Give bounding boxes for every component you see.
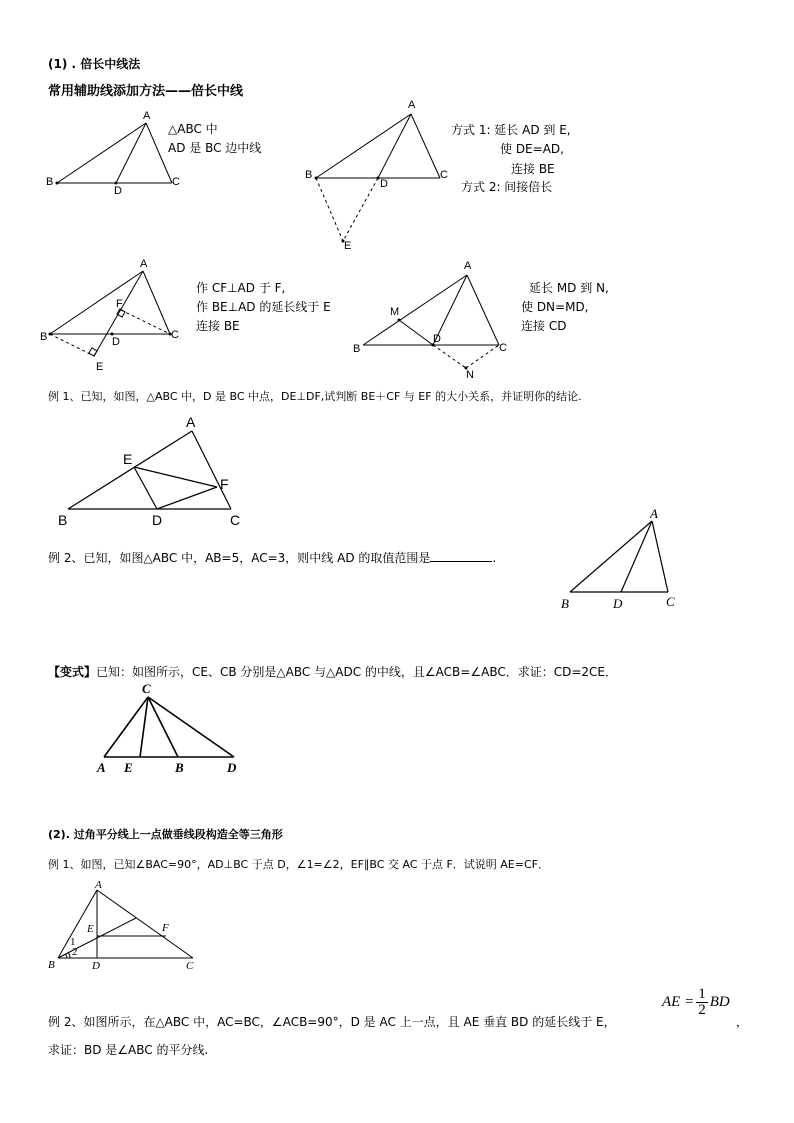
variant-label-e: E xyxy=(124,760,133,775)
s2-example2-line1: 例 2、如图所示，在△ABC 中，AC=BC，∠ACB=90°，D 是 AC 上一点，且 AE 垂直 BD 的延长线于 E， xyxy=(48,1015,616,1029)
fig2-method1-line1: 方式 1: 延长 AD 到 E, xyxy=(451,123,571,137)
s2-ex1-label-2: 2 xyxy=(72,946,78,958)
ex1-label-f: F xyxy=(220,476,229,492)
fig3-label-c: C xyxy=(171,329,179,341)
fig4-label-m: M xyxy=(390,306,400,318)
fig2-method2: 方式 2: 间接倍长 xyxy=(461,180,553,194)
ex1-label-a: A xyxy=(186,414,196,430)
formula-lhs: AE = xyxy=(662,993,695,1010)
s2-ex1-label-a: A xyxy=(95,879,102,891)
ex1-label-c: C xyxy=(230,512,241,528)
ex2-label-c: C xyxy=(666,594,675,609)
fig3-label-d: D xyxy=(112,336,120,348)
fig3-label-f: F xyxy=(116,298,123,310)
fig2-label-a: A xyxy=(408,99,416,111)
variant-label-b: B xyxy=(175,760,184,775)
fig1-label-d: D xyxy=(114,185,122,197)
fig4-text-3: 连接 CD xyxy=(521,319,567,333)
fig3-label-a: A xyxy=(140,258,148,270)
ex2-label-b: B xyxy=(561,596,569,611)
fig4-label-a: A xyxy=(464,260,472,272)
fig2-label-e: E xyxy=(344,240,352,252)
s2-ex1-label-f: F xyxy=(162,922,169,934)
fig1-label-a: A xyxy=(143,110,151,122)
fig4-text-1: 延长 MD 到 N, xyxy=(529,281,609,295)
section1-subheading: 常用辅助线添加方法——倍长中线 xyxy=(48,84,244,99)
fig1-text-1: △ABC 中 xyxy=(168,122,218,136)
fig1-label-c: C xyxy=(172,176,180,188)
variant-label-d: D xyxy=(227,760,237,775)
ex1-label-b: B xyxy=(58,512,68,528)
fig2-label-d: D xyxy=(380,178,388,190)
fig1-text-2: AD 是 BC 边中线 xyxy=(168,141,262,155)
formula-denominator: 2 xyxy=(698,1002,706,1018)
variant-tag: 【变式】 xyxy=(48,665,97,679)
ex2-label-d: D xyxy=(613,596,623,611)
ex1-label-e: E xyxy=(123,451,133,467)
fig2-label-b: B xyxy=(305,169,313,181)
s2-example1-text: 例 1、如图，已知∠BAC=90°，AD⊥BC 于点 D，∠1=∠2，EF∥BC 交 AC 于点 F．试说明 AE=CF． xyxy=(48,858,549,871)
formula-fraction xyxy=(696,987,708,1018)
example1-text: 例 1、已知，如图，△ABC 中，D 是 BC 中点，DE⊥DF,试判断 BE＋CF 与 EF 的大小关系，并证明你的结论. xyxy=(48,390,582,403)
fig1-label-b: B xyxy=(46,176,54,188)
s2-ex1-label-d: D xyxy=(92,960,100,972)
s2-example2-line1-tail: ， xyxy=(736,1015,749,1029)
fig3-label-b: B xyxy=(40,331,48,343)
s2-ex1-label-e: E xyxy=(87,923,94,935)
fig2-method1-line2: 使 DE=AD, xyxy=(500,142,564,156)
ex1-label-d: D xyxy=(152,512,163,528)
fig3-label-e: E xyxy=(96,361,104,373)
ae-formula xyxy=(662,987,730,1018)
formula-numerator: 1 xyxy=(698,986,706,1002)
fig3-text-3: 连接 BE xyxy=(196,319,240,333)
s2-ex1-label-1: 1 xyxy=(70,936,76,948)
s2-ex1-label-c: C xyxy=(186,960,194,972)
fig4-text-2: 使 DN=MD, xyxy=(521,300,589,314)
section2-heading: (2). 过角平分线上一点做垂线段构造全等三角形 xyxy=(48,828,283,841)
formula-rhs: BD xyxy=(709,993,730,1010)
fig2-method1-line3: 连接 BE xyxy=(511,162,555,176)
fig4-label-c: C xyxy=(499,342,507,354)
fig4-label-d: D xyxy=(433,333,441,345)
s2-ex1-label-b: B xyxy=(48,959,55,971)
variant-body: 已知：如图所示，CE、CB 分别是△ABC 与△ADC 的中线，且∠ACB=∠ABC．求证：CD=2CE． xyxy=(96,665,617,679)
variant-label-a: A xyxy=(97,760,106,775)
fig3-text-2: 作 BE⊥AD 的延长线于 E xyxy=(196,300,331,314)
s2-example2-line2: 求证：BD 是∠ABC 的平分线. xyxy=(48,1043,209,1057)
fig3-text-1: 作 CF⊥AD 于 F, xyxy=(196,281,286,295)
fig4-label-n: N xyxy=(466,369,474,381)
ex2-label-a: A xyxy=(650,506,658,521)
fig4-label-b: B xyxy=(353,343,361,355)
variant-label-c: C xyxy=(142,681,151,696)
section1-heading: (1) . 倍长中线法 xyxy=(48,57,141,71)
fig2-label-c: C xyxy=(440,169,448,181)
example2-text-before: 例 2、已知，如图△ABC 中，AB=5，AC=3，则中线 AD 的取值范围是 xyxy=(48,551,431,565)
example2-text-after: . xyxy=(492,551,497,565)
